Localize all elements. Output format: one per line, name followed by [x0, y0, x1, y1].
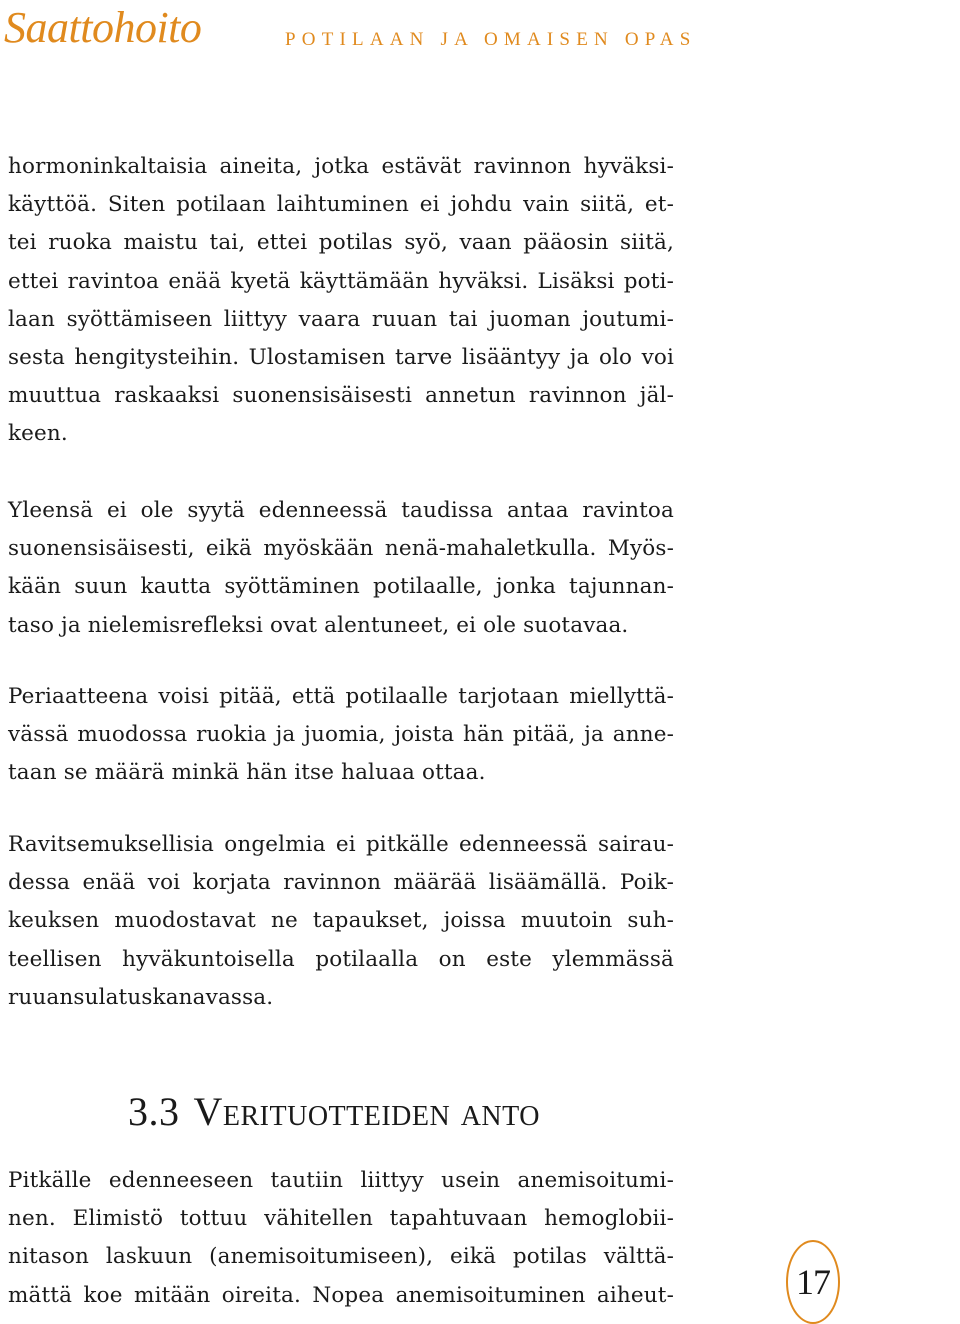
page-number-badge: [786, 1240, 840, 1324]
section-number: 3.3: [128, 1089, 180, 1134]
text-line: vässä muodossa ruokia ja juomia, joista hän pitää, ja anne-: [8, 722, 674, 748]
section-heading: [128, 1089, 540, 1134]
text-line: dessa enää voi korjata ravinnon määrää lisäämällä. Poik-: [8, 870, 674, 896]
section-title: Verituotteiden anto: [193, 1089, 540, 1134]
text-line: nen. Elimistö tottuu vähitellen tapahtuvaan hemoglobii-: [8, 1206, 674, 1232]
text-line: teellisen hyväkuntoisella potilaalla on este ylemmässä: [8, 946, 674, 972]
text-line: Yleensä ei ole syytä edenneessä taudissa antaa ravintoa: [8, 498, 674, 523]
text-line: taso ja nielemisrefleksi ovat alentuneet, ei ole suotavaa.: [8, 612, 629, 638]
text-line: taan se määrä minkä hän itse haluaa ottaa.: [8, 760, 486, 786]
text-line: laan syöttämiseen liittyy vaara ruuan tai juoman joutumi-: [8, 306, 674, 332]
text-line: keuksen muodostavat ne tapaukset, joissa muutoin suh-: [8, 908, 674, 934]
paragraph-2: [8, 492, 674, 645]
paragraph-1: [8, 148, 674, 454]
text-line: nitason laskuun (anemisoitumiseen), eikä potilas välttä-: [8, 1244, 674, 1270]
page-number: 17: [796, 1262, 830, 1302]
text-line: muuttua raskaaksi suonensisäisesti annetun ravinnon jäl-: [8, 383, 674, 409]
text-line: mättä koe mitään oireita. Nopea anemisoituminen aiheut-: [8, 1282, 674, 1308]
text-line: käyttöä. Siten potilaan laihtuminen ei johdu vain siitä, et-: [8, 192, 674, 218]
text-line: keen.: [8, 421, 68, 447]
paragraph-3: [8, 678, 674, 793]
brand-title: Saattohoito: [4, 3, 202, 52]
text-line: tei ruoka maistu tai, ettei potilas syö, vaan pääosin siitä,: [8, 230, 674, 256]
section-paragraph: [8, 1162, 674, 1315]
text-line: ruuansulatuskanavassa.: [8, 984, 274, 1010]
text-line: Ravitsemuksellisia ongelmia ei pitkälle edenneessä sairau-: [8, 832, 674, 857]
text-line: suonensisäisesti, eikä myöskään nenä-mahaletkulla. Myös-: [8, 536, 674, 562]
text-line: ettei ravintoa enää kyetä käyttämään hyväksi. Lisäksi poti-: [8, 268, 674, 294]
header-subtitle: POTILAAN JA OMAISEN OPAS: [285, 29, 697, 50]
text-line: kään suun kautta syöttäminen potilaalle, jonka tajunnan-: [8, 574, 674, 600]
text-line: Periaatteena voisi pitää, että potilaalle tarjotaan miellyttä-: [8, 684, 674, 709]
text-line: hormoninkaltaisia aineita, jotka estävät ravinnon hyväksi-: [8, 154, 674, 179]
paragraph-4: [8, 826, 674, 1017]
text-line: sesta hengitysteihin. Ulostamisen tarve lisääntyy ja olo voi: [8, 345, 674, 371]
text-line: Pitkälle edenneeseen tautiin liittyy usein anemisoitumi-: [8, 1168, 674, 1193]
